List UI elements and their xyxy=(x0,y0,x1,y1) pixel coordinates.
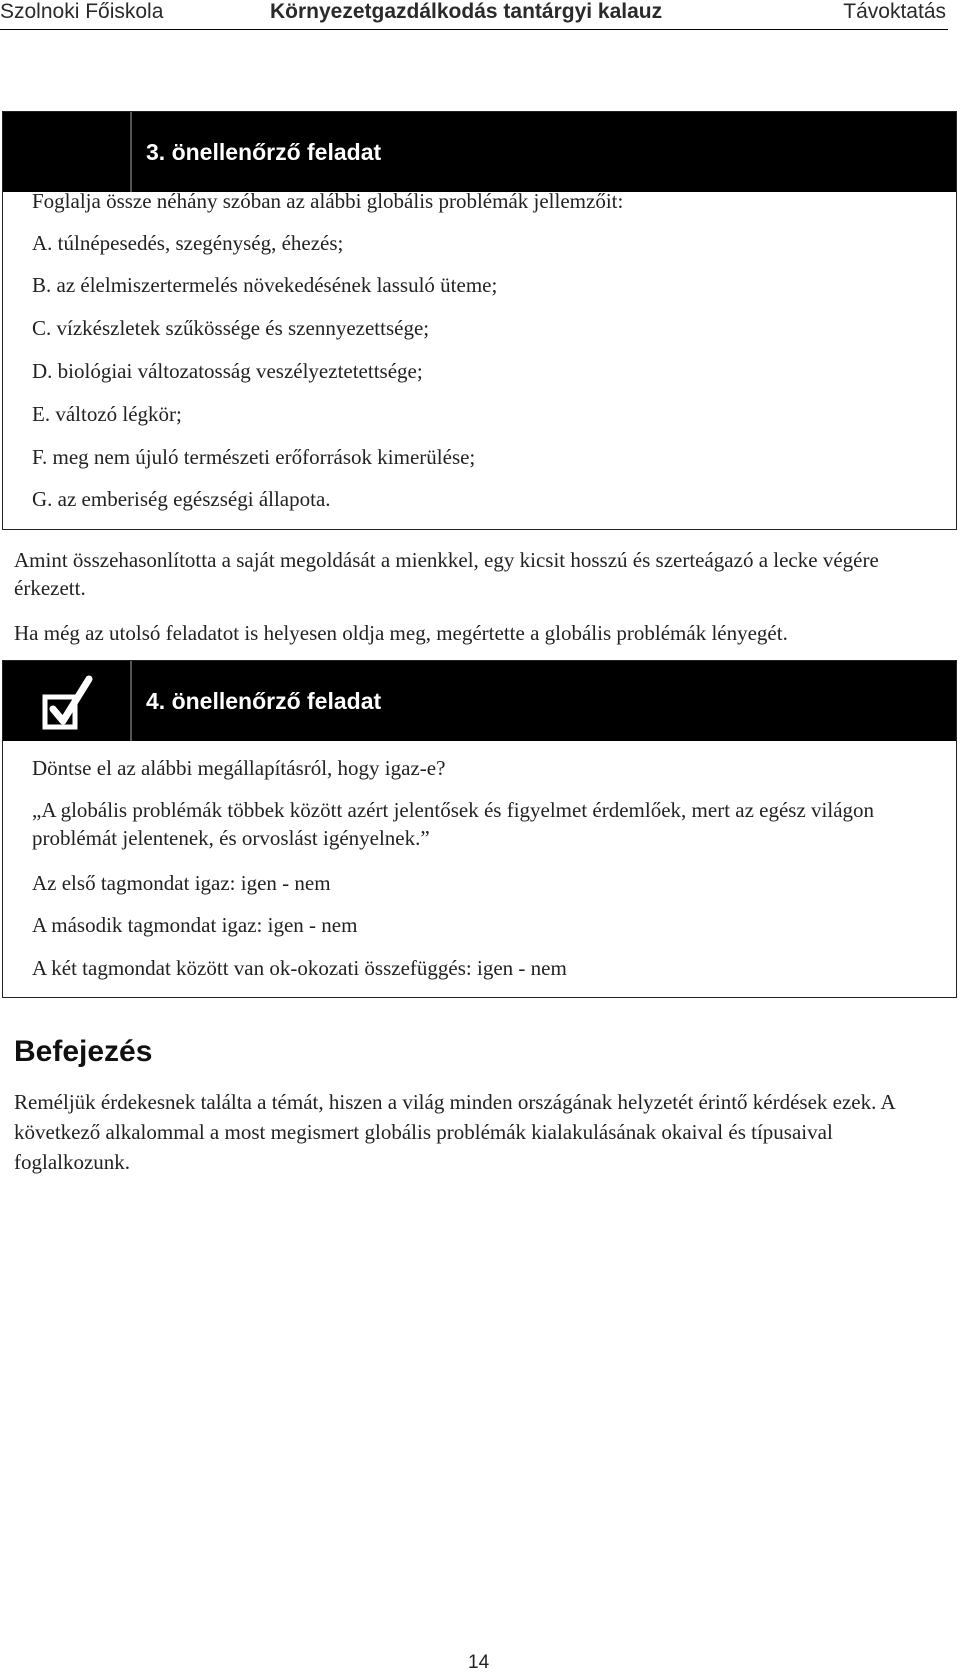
task4-quote: „A globális problémák többek között azért jelentősek és figyelmet érdemlőek, mert az egész világon problémát jelentenek, és orvoslást igényelnek.” xyxy=(32,798,875,850)
task4-title: 4. önellenőrző feladat xyxy=(146,688,382,714)
between-paragraph-1: Amint összehasonlította a saját megoldását a mienkkel, egy kicsit hosszú és szerteágazó a lecke végére érkezett. xyxy=(14,548,879,600)
task4-line-2: A második tagmondat igaz: igen - nem xyxy=(32,913,358,937)
closing-heading: Befejezés xyxy=(14,1035,153,1068)
page-number: 14 xyxy=(468,1652,490,1673)
task3-icon-column xyxy=(3,112,132,192)
task4-line-3: A két tagmondat között van ok-okozati összefüggés: igen - nem xyxy=(32,956,567,980)
task4-line-1: Az első tagmondat igaz: igen - nem xyxy=(32,871,331,895)
task3-title: 3. önellenőrző feladat xyxy=(146,139,382,165)
task4-question: Döntse el az alábbi megállapításról, hogy igaz-e? xyxy=(32,756,446,780)
closing-paragraph: Reméljük érdekesnek találta a témát, hiszen a világ minden országának helyzetét érintő kérdések ezek. A következő alkalommal a most megismert globális problémák kialakulásának okaival és típusaival foglalkozunk. xyxy=(14,1090,895,1174)
task3-item-b: B. az élelmiszertermelés növekedésének lassuló üteme; xyxy=(32,273,498,297)
header-mode: Távoktatás xyxy=(843,0,946,23)
task3-item-c: C. vízkészletek szűkössége és szennyezettsége; xyxy=(32,316,430,340)
checkbox-check-icon xyxy=(41,675,97,731)
task3-item-e: E. változó légkör; xyxy=(32,402,182,426)
header-divider xyxy=(0,29,948,30)
task4-title-bar xyxy=(3,661,956,741)
between-paragraph-2: Ha még az utolsó feladatot is helyesen oldja meg, megértette a globális problémák lényegét. xyxy=(14,621,788,645)
header-institution: Szolnoki Főiskola xyxy=(0,0,164,23)
task4-icon-column xyxy=(3,661,132,741)
task3-item-f: F. meg nem újuló természeti erőforrások kimerülése; xyxy=(32,445,476,469)
task3-item-a: A. túlnépesedés, szegénység, éhezés; xyxy=(32,231,344,255)
page-header xyxy=(0,0,960,30)
header-course-title: Környezetgazdálkodás tantárgyi kalauz xyxy=(270,0,663,23)
task3-item-g: G. az emberiség egészségi állapota. xyxy=(32,487,331,511)
task3-intro: Foglalja össze néhány szóban az alábbi globális problémák jellemzőit: xyxy=(32,189,624,213)
task3-title-bar xyxy=(3,112,956,192)
task3-item-d: D. biológiai változatosság veszélyeztetettsége; xyxy=(32,359,423,383)
